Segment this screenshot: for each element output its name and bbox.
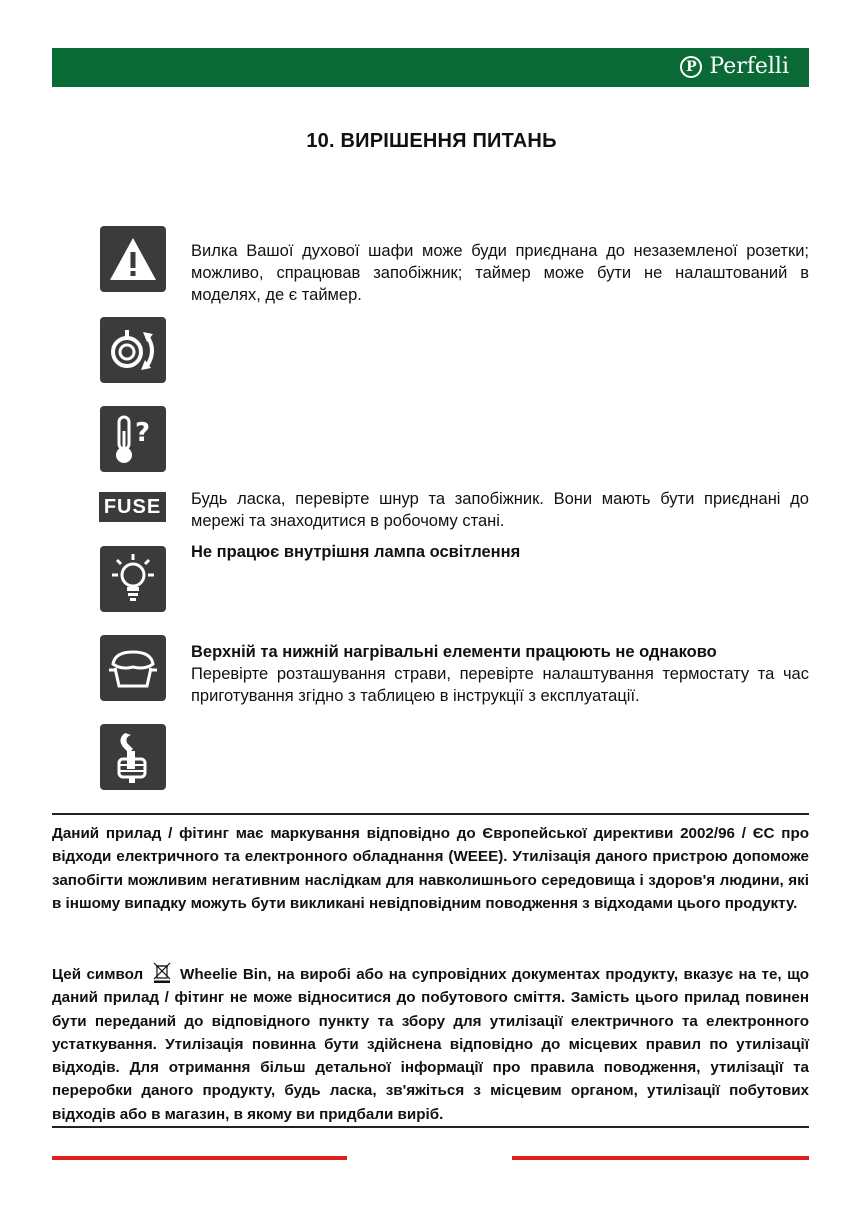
page-title: 10. ВИРІШЕННЯ ПИТАНЬ <box>306 130 557 152</box>
fuse-icon: FUSE <box>99 492 166 522</box>
footer-red-line-right <box>512 1156 809 1160</box>
footer-red-line-left <box>52 1156 347 1160</box>
heating-heading: Верхній та нижній нагрівальні елементи працюють не однаково <box>191 643 717 661</box>
brand-logo <box>680 54 789 79</box>
crossed-bin-icon <box>152 961 172 983</box>
heating-section <box>191 641 809 707</box>
service-wrench-icon <box>100 724 166 790</box>
lamp-heading: Не працює внутрішня лампа освітлення <box>191 543 521 561</box>
warning-icon <box>100 226 166 292</box>
dish-icon <box>100 635 166 701</box>
brand-name: Perfelli <box>709 54 789 79</box>
weee-paragraph-1: Даний прилад / фітинг має маркування відповідно до Європейської директиви 2002/96 / ЄС про відходи електричного та електронного обладнання (WEEE). Утилізація даного пристрою допоможе запобігти можливим негативним наслідкам для навколишнього середовища і здоров'я людини, які в іншому випадку можуть бути викликані невідповідним поводження з відходами цього продукту. <box>52 825 809 912</box>
header-bar <box>52 48 809 87</box>
svg-text:?: ? <box>135 418 151 448</box>
brand-mark-icon: P <box>680 56 702 78</box>
divider-bottom <box>52 1126 809 1128</box>
fuse-text: Будь ласка, перевірте шнур та запобіжник. Вони мають бути приєднані до мережі та знаходитися в робочому стані. <box>191 490 809 530</box>
weee-paragraph-2-text: Wheelie Bin, на виробі або на супровідних документах продукту, вказує на те, що даний прилад / фітинг не може відноситися до побутового сміття. Замість цього прилад повинен бути переданий до відповідного пункту та збору для утилізації електричного та електронного устаткування. Утилізація повинна бути здійснена відповідно до місцевих правил по утилізації відходів. Для отримання більш детальної інформації про правила поводження, утилізації та переробки даного продукту, будь ласка, зв'яжіться з місцевим органом, утилізації побутових відходів або в магазин, в якому ви придбали виріб. <box>52 966 809 1123</box>
weee-symbol-lead: Цей символ <box>52 966 144 983</box>
thermometer-question-icon <box>100 406 166 472</box>
weee-paragraph-2 <box>52 961 809 1126</box>
warning-text: Вилка Вашої духової шафи може буди приєднана до незаземленої розетки; можливо, спрацював запобіжник; таймер може бути не налаштований в моделях, де є таймер. <box>191 242 809 304</box>
divider-top <box>52 813 809 815</box>
knob-rotate-icon <box>100 317 166 383</box>
heating-text: Перевірте розташування страви, перевірте налаштування термостату та час приготування згідно з таблицею в інструкції з експлуатації. <box>191 665 809 705</box>
lamp-icon <box>100 546 166 612</box>
